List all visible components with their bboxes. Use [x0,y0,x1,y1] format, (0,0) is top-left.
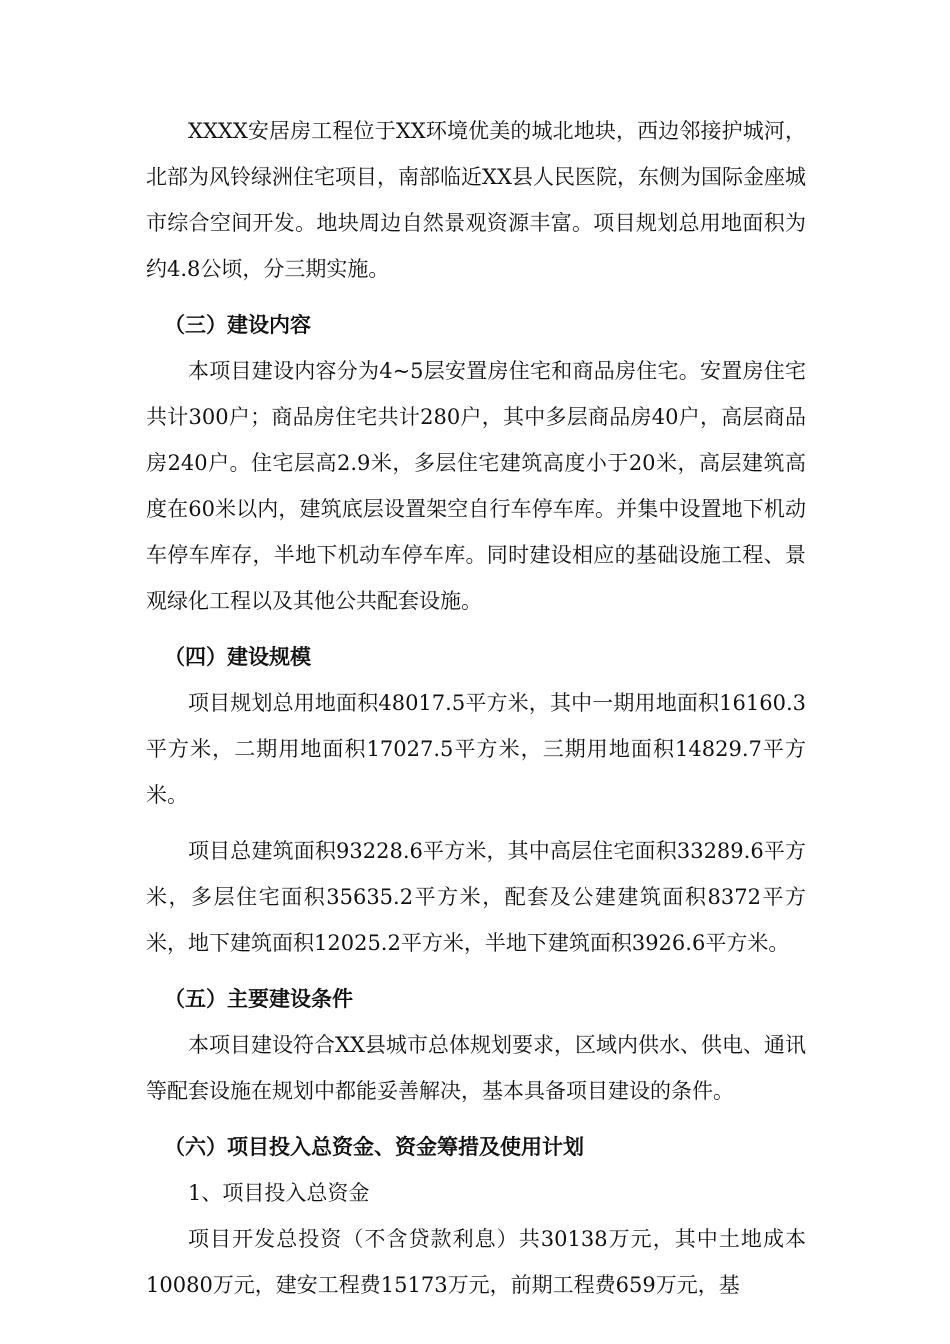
paragraph-total-investment: 项目开发总投资（不含贷款利息）共30138万元，其中土地成本10080万元，建安工程费15173万元，前期工程费659万元，基 [146,1227,806,1297]
paragraph-location: XXXX安居房工程位于XX环境优美的城北地块，西边邻接护城河，北部为风铃绿洲住宅项目，南部临近XX县人民医院，东侧为国际金座城市综合空间开发。地块周边自然景观资源丰富。项目规划总用地面积为约4.8公顷，分三期实施。 [146,119,806,281]
section-heading-construction-conditions: （五）主要建设条件 [164,987,353,1011]
paragraph-land-area: 项目规划总用地面积48017.5平方米，其中一期用地面积16160.3平方米，二期用地面积17027.5平方米，三期用地面积14829.7平方米。 [146,691,806,807]
subheading-total-investment: 1、项目投入总资金 [188,1181,370,1205]
paragraph-construction-conditions: 本项目建设符合XX县城市总体规划要求，区域内供水、供电、通讯等配套设施在规划中都能妥善解决，基本具备项目建设的条件。 [146,1033,806,1103]
document-body [146,108,806,1308]
paragraph-construction-content: 本项目建设内容分为4~5层安置房住宅和商品房住宅。安置房住宅共计300户；商品房住宅共计280户，其中多层商品房40户，高层商品房240户。住宅层高2.9米，多层住宅建筑高度小于20米，高层建筑高度在60米以内，建筑底层设置架空自行车停车库。并集中设置地下机动车停车库存，半地下机动车停车库。同时建设相应的基础设施工程、景观绿化工程以及其他公共配套设施。 [146,359,806,613]
section-heading-construction-scale: （四）建设规模 [164,645,311,669]
paragraph-building-area: 项目总建筑面积93228.6平方米，其中高层住宅面积33289.6平方米，多层住宅面积35635.2平方米，配套及公建建筑面积8372平方米，地下建筑面积12025.2平方米，半地下建筑面积3926.6平方米。 [146,839,806,955]
section-heading-investment: （六）项目投入总资金、资金筹措及使用计划 [164,1135,584,1159]
section-heading-construction-content: （三）建设内容 [164,313,311,337]
